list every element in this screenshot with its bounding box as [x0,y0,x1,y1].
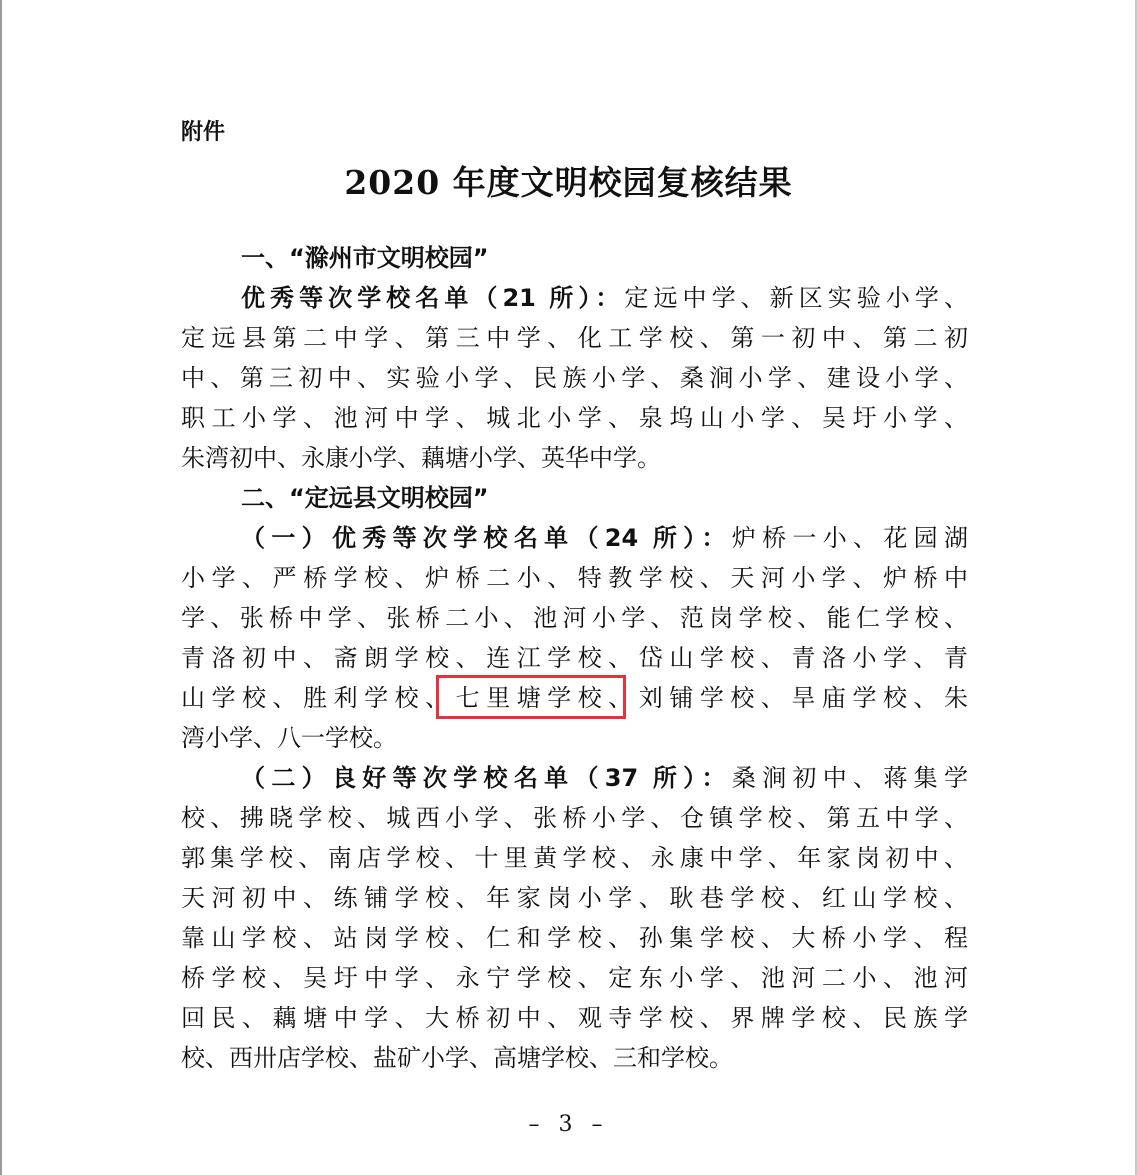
sub2-line-8: 校、西卅店学校、盐矿小学、高塘学校、三和学校。 [181,1044,733,1072]
sub1-list-heading: （一）优秀等次学校名单（24 所）： [241,524,732,552]
sub1-line-3: 学、张桥中学、张桥二小、池河小学、范岗学校、能仁学校、 [181,604,968,632]
sub2-line-2: 校、拂晓学校、城西小学、张桥小学、仓镇学校、第五中学、 [181,804,968,832]
sub2-line-1 [241,758,968,798]
sub1-line-6: 湾小学、八一学校。 [181,724,397,752]
section2-heading-text: 二、“定远县文明校园” [241,484,489,512]
section1-list-heading: 优秀等次学校名单（21 所）： [241,284,625,312]
section1-heading-text: 一、“滁州市文明校园” [241,244,489,272]
sub2-line-1-text: 桑涧初中、蒋集学 [731,764,968,792]
section1-line-2: 定远县第二中学、第三中学、化工学校、第一初中、第二初 [181,324,968,352]
sub2-line-4: 天河初中、练铺学校、年家岗小学、耿巷学校、红山学校、 [181,884,968,912]
document-title: 2020 年度文明校园复核结果 [344,163,793,202]
sub1-line-4: 青洛初中、斋朗学校、连江学校、岱山学校、青洛小学、青 [181,644,968,672]
attachment-label: 附件 [181,120,226,145]
section1-line-1 [241,278,968,318]
sub1-line-1-text: 炉桥一小、花园湖 [731,524,968,552]
sub1-line-5: 山学校、胜利学校、七里塘学校、刘铺学校、旱庙学校、朱 [181,684,968,712]
sub2-line-3: 郭集学校、南店学校、十里黄学校、永康中学、年家岗初中、 [181,844,968,872]
section2-heading [241,478,489,518]
sub2-list-heading: （二）良好等次学校名单（37 所）： [241,764,732,792]
sub1-line-1 [241,518,968,558]
section1-line-5: 朱湾初中、永康小学、藕塘小学、英华中学。 [181,444,661,472]
sub2-line-6: 桥学校、吴圩中学、永宁学校、定东小学、池河二小、池河 [181,964,968,992]
section1-line-4: 职工小学、池河中学、城北小学、泉坞山小学、吴圩小学、 [181,404,968,432]
sub2-line-5: 靠山学校、站岗学校、仁和学校、孙集学校、大桥小学、程 [181,924,968,952]
section1-line-3: 中、第三初中、实验小学、民族小学、桑涧小学、建设小学、 [181,364,968,392]
page-number: – 3 – [528,1112,609,1137]
section1-heading [241,238,489,278]
sub2-line-7: 回民、藕塘中学、大桥初中、观寺学校、界牌学校、民族学 [181,1004,968,1032]
section1-line-1-text: 定远中学、新区实验小学、 [624,284,968,312]
highlight-box [436,675,626,719]
sub1-line-2: 小学、严桥学校、炉桥二小、特教学校、天河小学、炉桥中 [181,564,968,592]
